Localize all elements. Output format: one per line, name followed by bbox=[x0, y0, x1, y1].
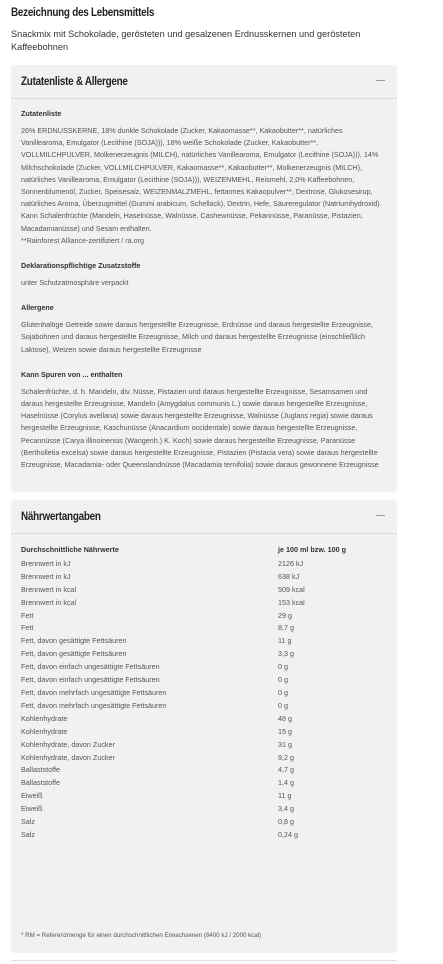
table-row bbox=[21, 700, 387, 713]
nutrient-name: Brennwert in kcal bbox=[21, 584, 77, 594]
allergens-text: Glutenhaltige Getreide sowie daraus hergestellte Erzeugnisse, Erdnüsse und daraus hergestellte Erzeugnisse, Sojabohnen und daraus hergestellte Erzeugnisse, Milch und daraus hergestellte Erzeugnisse (einschließlich Laktose), Weizen sowie daraus hergestellte Erzeugnisse bbox=[21, 320, 373, 354]
nutrient-value: 15 g bbox=[278, 726, 292, 736]
nutrient-name: Brennwert in kcal bbox=[21, 597, 77, 607]
nutrient-name: Kohlenhydrate, davon Zucker bbox=[21, 739, 115, 749]
nutrition-panel bbox=[11, 500, 397, 953]
ingredients-panel-header[interactable] bbox=[11, 65, 397, 99]
nutrient-value: 0 g bbox=[278, 687, 288, 697]
nutrient-name: Fett bbox=[21, 623, 34, 633]
table-row bbox=[21, 571, 387, 584]
ingredients-panel-title: Zutatenliste & Allergene bbox=[21, 76, 128, 88]
nutrient-value: 9,2 g bbox=[278, 752, 294, 762]
minus-icon bbox=[376, 80, 385, 81]
allergens-section bbox=[21, 303, 387, 356]
table-row bbox=[21, 622, 387, 635]
nutrition-table-header bbox=[21, 544, 387, 557]
section-heading: Allergene bbox=[21, 303, 54, 313]
nutrition-panel-header[interactable] bbox=[11, 500, 397, 534]
table-row bbox=[21, 648, 387, 661]
nutrient-value: 0 g bbox=[278, 662, 288, 672]
traces-section bbox=[21, 370, 387, 471]
ingredients-collapse-button[interactable] bbox=[373, 73, 389, 89]
nutrient-name: Eiweiß bbox=[21, 804, 43, 814]
nutrient-name: Ballaststoffe bbox=[21, 765, 61, 775]
nutrient-name: Kohlenhydrate bbox=[21, 713, 68, 723]
nutrient-value: 3,4 g bbox=[278, 804, 294, 814]
nutrient-value: 0,24 g bbox=[278, 829, 298, 839]
nutrient-name: Ballaststoffe bbox=[21, 778, 61, 788]
product-description: Snackmix mit Schokolade, gerösteten und gesalzenen Erdnusskernen und gerösteten Kaffeebohnen bbox=[11, 29, 361, 52]
certification-note: **Rainforest Alliance-zertifiziert / ra.org bbox=[21, 235, 145, 245]
nutrient-name: Fett, davon einfach ungesättigte Fettsäuren bbox=[21, 675, 160, 685]
table-row bbox=[21, 764, 387, 777]
nutrient-value: 48 g bbox=[278, 713, 292, 723]
nutrient-name: Fett, davon mehrfach ungesättigte Fettsäuren bbox=[21, 687, 167, 697]
table-row bbox=[21, 829, 387, 842]
divider bbox=[11, 960, 397, 961]
additives-text: unter Schutzatmosphäre verpackt bbox=[21, 278, 129, 288]
nutrient-value: 11 g bbox=[278, 636, 292, 646]
table-row bbox=[21, 752, 387, 765]
table-row bbox=[21, 610, 387, 623]
nutrient-value: 0 g bbox=[278, 700, 288, 710]
table-row bbox=[21, 777, 387, 790]
nutrition-table bbox=[21, 544, 387, 842]
ingredient-list-text: 26% ERDNUSSKERNE, 18% dunkle Schokolade (Zucker, Kakaomasse**, Kakaobutter**, natürliches Vanillearoma, Emulgator (Lecithine (SOJA))), 18% weiße Schokolade (Zucker, Kakaobutter**, VOLLMILCHPULVER, Molkenerzeugnis (MILCH), natürliches Vanillearoma, Emulgator (Lecithine (SOJA))), 14% Milchschokolade (Zucker, VOLLMILCHPULVER, Kakaomasse**, Kakaobutter**, Molkenerzeugnis (MILCH), natürliches Vanillearoma, Emulgator (Lecithine (SOJA))), WEIZENMEHL, Reismehl, 2,0% Kaffeebohnen, Sonnenblumenöl, Zucker, Speisesalz, WEIZENMALZMEHL, fettarmes Kakaopulver**, Dextrose, Glukosesirup, natürliches Aroma, Überzugmittel (Gummi arabicum, Schellack), Dextrin, Hefe, Säureregulator (Natriumhydroxid). Kann Schalenfrüchte (Mandeln, Haselnüsse, Walnüsse, Cashewnüsse, Pekannüsse, Paranüsse, Pistazien, Macadamianüsse) und Sesam enthalten. bbox=[21, 126, 382, 233]
nutrition-rows bbox=[21, 558, 387, 842]
nutrition-footnote: * RM = Referenzmenge für einen durchschnittlichen Erwachsenen (8400 kJ / 2000 kcal) bbox=[21, 932, 262, 939]
column-header-value: je 100 ml bzw. 100 g bbox=[278, 545, 347, 554]
section-heading: Deklarationspflichtige Zusatzstoffe bbox=[21, 261, 141, 271]
nutrition-collapse-button[interactable] bbox=[373, 508, 389, 524]
traces-text: Schalenfrüchte, d. h. Mandeln, div. Nüsse, Pistazien und daraus hergestellte Erzeugnisse, Sesamsamen und daraus hergestellte Erzeugnisse, Mandeln (Amygdalus communis L.) sowie daraus hergestellte Erzeugnisse, Haselnüsse (Corylus avellana) sowie daraus hergestellte Erzeugnisse, Walnüsse (Juglans regia) sowie daraus hergestellte Erzeugnisse, Kaschunüsse (Anacardium occidentale) sowie daraus hergestellte Erzeugnisse, Pecannüsse (Carya illinoinensis (Wangenh.) K. Koch) sowie daraus hergestellte Erzeugnisse, Paranüsse (Bertholletia excelsa) sowie daraus hergestellte Erzeugnisse, Pistazien (Pistacia vera) sowie daraus hergestellte Erzeugnisse, Macadamia- oder Queenslandnüsse (Macadamia ternifolia) sowie daraus gewonnene Erzeugnisse bbox=[21, 386, 379, 470]
nutrient-value: 638 kJ bbox=[278, 571, 300, 581]
ingredients-panel-body bbox=[21, 109, 387, 485]
minus-icon bbox=[376, 515, 385, 516]
nutrient-value: 29 g bbox=[278, 610, 292, 620]
nutrient-name: Fett, davon einfach ungesättigte Fettsäuren bbox=[21, 662, 160, 672]
table-row bbox=[21, 674, 387, 687]
ingredients-panel bbox=[11, 65, 397, 492]
nutrient-name: Fett, davon gesättigte Fettsäuren bbox=[21, 636, 127, 646]
nutrient-name: Kohlenhydrate bbox=[21, 726, 68, 736]
table-row bbox=[21, 739, 387, 752]
table-row bbox=[21, 713, 387, 726]
table-row bbox=[21, 558, 387, 571]
nutrient-name: Kohlenhydrate, davon Zucker bbox=[21, 752, 115, 762]
nutrient-name: Eiweiß bbox=[21, 791, 43, 801]
section-heading: Zutatenliste bbox=[21, 109, 62, 118]
nutrient-value: 31 g bbox=[278, 739, 292, 749]
section-heading: Kann Spuren von ... enthalten bbox=[21, 369, 123, 379]
table-row bbox=[21, 597, 387, 610]
column-header-nutrient: Durchschnittliche Nährwerte bbox=[21, 545, 119, 554]
nutrient-value: 2126 kJ bbox=[278, 558, 304, 568]
table-row bbox=[21, 726, 387, 739]
table-row bbox=[21, 584, 387, 597]
nutrition-panel-title: Nährwertangaben bbox=[21, 511, 101, 523]
nutrient-value: 509 kcal bbox=[278, 584, 305, 594]
table-row bbox=[21, 635, 387, 648]
nutrient-name: Fett, davon mehrfach ungesättigte Fettsäuren bbox=[21, 700, 167, 710]
nutrient-value: 0,8 g bbox=[278, 817, 294, 827]
nutrient-value: 8,7 g bbox=[278, 623, 294, 633]
additives-section bbox=[21, 261, 387, 289]
table-row bbox=[21, 687, 387, 700]
nutrient-name: Fett, davon gesättigte Fettsäuren bbox=[21, 649, 127, 659]
nutrient-name: Brennwert in kJ bbox=[21, 558, 71, 568]
table-row bbox=[21, 790, 387, 803]
nutrient-value: 153 kcal bbox=[278, 597, 305, 607]
nutrient-value: 4,7 g bbox=[278, 765, 294, 775]
table-row bbox=[21, 816, 387, 829]
product-label-heading: Bezeichnung des Lebensmittels bbox=[11, 7, 155, 19]
nutrient-value: 3,3 g bbox=[278, 649, 294, 659]
nutrient-name: Brennwert in kJ bbox=[21, 571, 71, 581]
table-row bbox=[21, 803, 387, 816]
nutrient-value: 11 g bbox=[278, 791, 292, 801]
ingredients-section bbox=[21, 109, 387, 247]
nutrient-name: Salz bbox=[21, 829, 35, 839]
nutrient-value: 0 g bbox=[278, 675, 288, 685]
nutrient-name: Fett bbox=[21, 610, 34, 620]
nutrient-name: Salz bbox=[21, 817, 35, 827]
nutrient-value: 1,4 g bbox=[278, 778, 294, 788]
table-row bbox=[21, 661, 387, 674]
